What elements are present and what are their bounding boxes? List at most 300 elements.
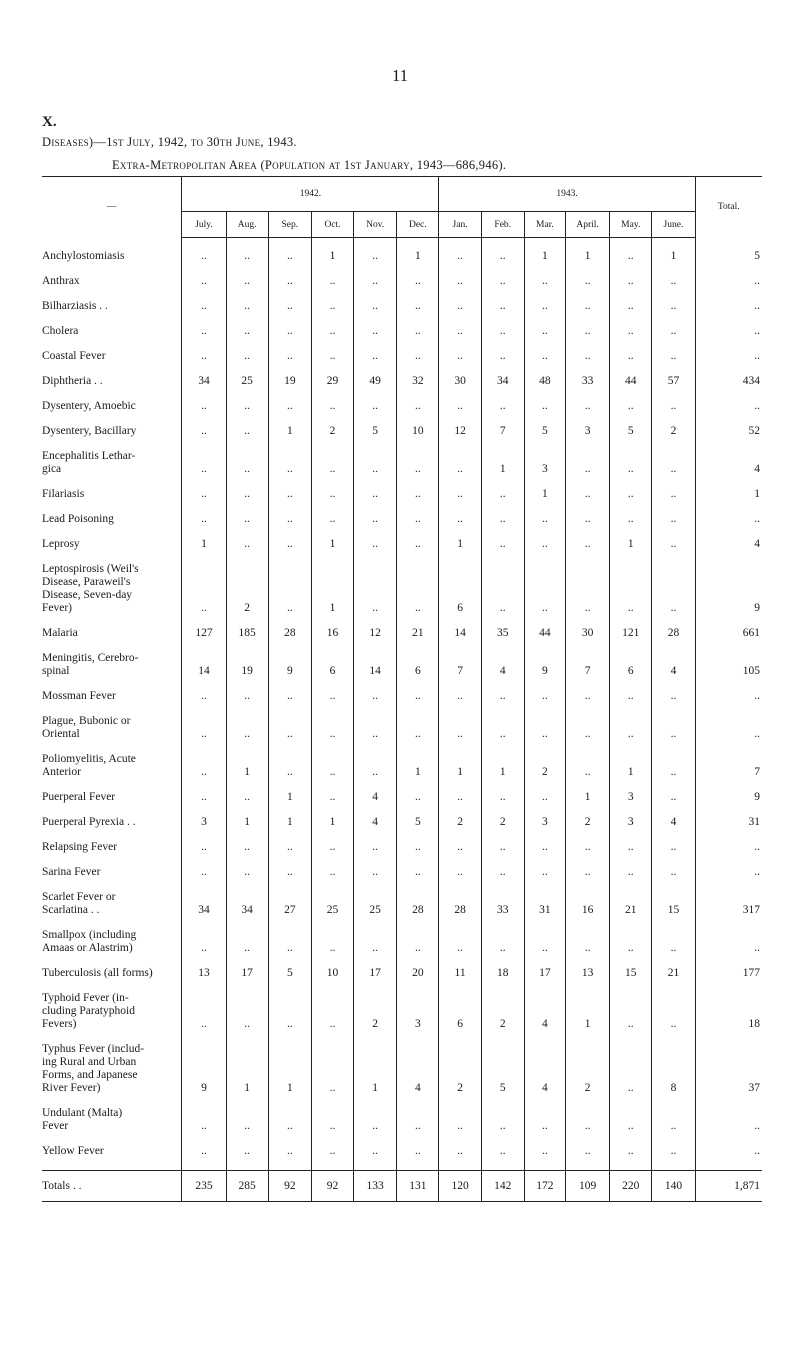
month-value: 17 <box>354 955 397 980</box>
month-value: 33 <box>565 363 609 388</box>
disease-name: Diphtheria . . <box>42 375 103 387</box>
table-row <box>42 438 762 476</box>
month-value: .. <box>182 551 226 615</box>
table-row <box>42 238 762 264</box>
month-value: .. <box>182 501 226 526</box>
table-row <box>42 779 762 804</box>
month-value: 1 <box>439 526 481 551</box>
month-value: 20 <box>397 955 439 980</box>
month-value: .. <box>268 551 311 615</box>
table-body <box>42 238 762 1202</box>
month-value: 9 <box>524 640 565 678</box>
disease-name: Puerperal Pyrexia . . <box>42 816 136 828</box>
month-value: .. <box>311 980 353 1031</box>
month-value: 3 <box>524 438 565 476</box>
month-value: .. <box>652 476 695 501</box>
month-value: .. <box>481 1133 524 1158</box>
month-value: .. <box>565 501 609 526</box>
month-value: .. <box>226 288 268 313</box>
month-value: 13 <box>182 955 226 980</box>
month-value: .. <box>610 1031 652 1095</box>
month-value: .. <box>565 526 609 551</box>
title-line-2: Extra-Metropolitan Area (Population at 1st January, 1943—686,946). <box>112 158 507 172</box>
month-value: .. <box>481 238 524 264</box>
spacer-row <box>42 1158 762 1171</box>
month-value: 1 <box>311 804 353 829</box>
month-value: .. <box>652 551 695 615</box>
month-value: .. <box>652 917 695 955</box>
month-value: 25 <box>354 879 397 917</box>
month-value: .. <box>226 313 268 338</box>
month-value: .. <box>268 288 311 313</box>
table-row <box>42 313 762 338</box>
month-value: 6 <box>610 640 652 678</box>
month-value: 1 <box>610 741 652 779</box>
header-corner: — <box>42 177 182 238</box>
month-value: .. <box>652 313 695 338</box>
header-year-1942: 1942. <box>182 177 439 212</box>
month-value: 2 <box>565 1031 609 1095</box>
header-row-years <box>42 177 762 212</box>
month-value: .. <box>354 476 397 501</box>
month-value: 30 <box>565 615 609 640</box>
month-value: 18 <box>481 955 524 980</box>
month-value: 34 <box>226 879 268 917</box>
disease-name: Smallpox (including Amaas or Alastrim) <box>42 929 137 954</box>
month-value: .. <box>397 1133 439 1158</box>
table-row <box>42 1031 762 1095</box>
row-total: .. <box>695 829 762 854</box>
month-value: 185 <box>226 615 268 640</box>
month-value: .. <box>397 388 439 413</box>
month-value: .. <box>481 526 524 551</box>
month-value: 1 <box>226 804 268 829</box>
month-value: .. <box>439 338 481 363</box>
month-value: .. <box>182 313 226 338</box>
row-total: .. <box>695 854 762 879</box>
table-row <box>42 955 762 980</box>
month-value: .. <box>397 917 439 955</box>
month-value: .. <box>565 741 609 779</box>
month-value: .. <box>652 854 695 879</box>
disease-name: Undulant (Malta) Fever <box>42 1107 123 1132</box>
month-value: .. <box>397 678 439 703</box>
month-value: .. <box>226 779 268 804</box>
month-value: .. <box>652 1095 695 1133</box>
month-value: 7 <box>481 413 524 438</box>
month-value: 2 <box>311 413 353 438</box>
table-row <box>42 413 762 438</box>
month-value: 5 <box>610 413 652 438</box>
header-month: April. <box>565 212 609 238</box>
disease-name: Anthrax <box>42 275 80 287</box>
header-month: Jan. <box>439 212 481 238</box>
month-value: 4 <box>652 804 695 829</box>
table-row <box>42 879 762 917</box>
month-value: .. <box>652 741 695 779</box>
row-total: 52 <box>695 413 762 438</box>
month-value: .. <box>311 829 353 854</box>
month-value: .. <box>226 980 268 1031</box>
month-value: 5 <box>524 413 565 438</box>
title-line-1: Diseases)—1st July, 1942, to 30th June, 1943. <box>42 135 297 149</box>
row-total: 31 <box>695 804 762 829</box>
month-value: .. <box>565 438 609 476</box>
month-value: .. <box>565 263 609 288</box>
month-value: .. <box>268 703 311 741</box>
month-value: 1 <box>481 741 524 779</box>
disease-name: Sarina Fever <box>42 866 101 878</box>
disease-name: Coastal Fever <box>42 350 106 362</box>
row-total: .. <box>695 917 762 955</box>
month-value: .. <box>397 1095 439 1133</box>
spacer-cell <box>397 1158 439 1171</box>
month-value: 12 <box>439 413 481 438</box>
month-value: 31 <box>524 879 565 917</box>
month-value: 131 <box>397 1171 439 1202</box>
month-value: .. <box>652 678 695 703</box>
disease-name: Leptospirosis (Weil's Disease, Paraweil's Disease, Seven-day Fever) <box>42 563 139 614</box>
row-total: .. <box>695 263 762 288</box>
month-value: .. <box>397 438 439 476</box>
month-value: .. <box>226 526 268 551</box>
month-value: .. <box>524 526 565 551</box>
month-value: .. <box>481 1095 524 1133</box>
month-value: 3 <box>610 804 652 829</box>
month-value: 15 <box>610 955 652 980</box>
month-value: .. <box>652 438 695 476</box>
table-row <box>42 678 762 703</box>
month-value: 140 <box>652 1171 695 1202</box>
table-row <box>42 703 762 741</box>
month-value: 3 <box>182 804 226 829</box>
header-total: Total. <box>695 177 762 238</box>
month-value: .. <box>524 779 565 804</box>
disease-name: Typhus Fever (includ- ing Rural and Urban Forms, and Japanese River Fever) <box>42 1043 145 1094</box>
row-total: 434 <box>695 363 762 388</box>
row-total: .. <box>695 388 762 413</box>
spacer-cell <box>565 1158 609 1171</box>
month-value: 120 <box>439 1171 481 1202</box>
month-value: 2 <box>565 804 609 829</box>
month-value: .. <box>652 263 695 288</box>
disease-name: Leprosy <box>42 538 80 550</box>
month-value: 19 <box>268 363 311 388</box>
month-value: .. <box>610 313 652 338</box>
month-value: .. <box>226 413 268 438</box>
row-total: 18 <box>695 980 762 1031</box>
month-value: .. <box>524 313 565 338</box>
month-value: .. <box>268 388 311 413</box>
month-value: 1 <box>311 551 353 615</box>
month-value: .. <box>226 263 268 288</box>
month-value: .. <box>652 703 695 741</box>
row-total: 105 <box>695 640 762 678</box>
month-value: 2 <box>226 551 268 615</box>
month-value: .. <box>524 1133 565 1158</box>
month-value: 1 <box>565 779 609 804</box>
month-value: 4 <box>524 980 565 1031</box>
month-value: 5 <box>481 1031 524 1095</box>
month-value: 1 <box>439 741 481 779</box>
month-value: 1 <box>565 980 609 1031</box>
month-value: 8 <box>652 1031 695 1095</box>
month-value: 9 <box>268 640 311 678</box>
spacer-cell <box>226 1158 268 1171</box>
month-value: 2 <box>354 980 397 1031</box>
disease-name: Mossman Fever <box>42 690 116 702</box>
row-total: 9 <box>695 551 762 615</box>
month-value: .. <box>439 476 481 501</box>
month-value: .. <box>354 741 397 779</box>
month-value: .. <box>182 854 226 879</box>
row-total: 4 <box>695 526 762 551</box>
spacer-cell <box>481 1158 524 1171</box>
totals-label: Totals . . <box>42 1171 182 1202</box>
month-value: .. <box>439 854 481 879</box>
month-value: 10 <box>397 413 439 438</box>
month-value: 142 <box>481 1171 524 1202</box>
month-value: 16 <box>565 879 609 917</box>
month-value: .. <box>354 238 397 264</box>
month-value: .. <box>226 678 268 703</box>
row-total: .. <box>695 338 762 363</box>
month-value: 1 <box>524 238 565 264</box>
month-value: .. <box>524 501 565 526</box>
month-value: .. <box>182 779 226 804</box>
month-value: 1 <box>268 413 311 438</box>
month-value: .. <box>226 854 268 879</box>
month-value: 4 <box>524 1031 565 1095</box>
month-value: 1 <box>397 741 439 779</box>
row-total: .. <box>695 288 762 313</box>
month-value: 4 <box>354 779 397 804</box>
month-value: .. <box>182 678 226 703</box>
month-value: .. <box>610 288 652 313</box>
disease-name: Dysentery, Bacillary <box>42 425 137 437</box>
month-value: .. <box>311 388 353 413</box>
month-value: .. <box>397 476 439 501</box>
month-value: 28 <box>652 615 695 640</box>
spacer-cell <box>524 1158 565 1171</box>
month-value: .. <box>226 476 268 501</box>
month-value: .. <box>481 678 524 703</box>
month-value: .. <box>652 1133 695 1158</box>
month-value: .. <box>439 288 481 313</box>
month-value: .. <box>226 829 268 854</box>
month-value: .. <box>397 501 439 526</box>
disease-name: Dysentery, Amoebic <box>42 400 136 412</box>
month-value: .. <box>565 551 609 615</box>
month-value: 6 <box>439 551 481 615</box>
month-value: 2 <box>439 804 481 829</box>
spacer-cell <box>354 1158 397 1171</box>
table-row <box>42 476 762 501</box>
month-value: .. <box>311 917 353 955</box>
month-value: 25 <box>311 879 353 917</box>
month-value: .. <box>439 313 481 338</box>
month-value: 1 <box>354 1031 397 1095</box>
month-value: .. <box>354 1095 397 1133</box>
month-value: 172 <box>524 1171 565 1202</box>
row-total: 4 <box>695 438 762 476</box>
month-value: 10 <box>311 955 353 980</box>
month-value: .. <box>524 288 565 313</box>
month-value: .. <box>524 829 565 854</box>
disease-name: Lead Poisoning <box>42 513 114 525</box>
month-value: .. <box>524 854 565 879</box>
month-value: .. <box>610 388 652 413</box>
month-value: .. <box>565 917 609 955</box>
month-value: .. <box>565 678 609 703</box>
row-total: 317 <box>695 879 762 917</box>
table-row <box>42 526 762 551</box>
disease-name: Plague, Bubonic or Oriental <box>42 715 131 740</box>
month-value: .. <box>652 501 695 526</box>
month-value: 1 <box>481 438 524 476</box>
month-value: 121 <box>610 615 652 640</box>
header-month: Sep. <box>268 212 311 238</box>
month-value: 1 <box>311 238 353 264</box>
month-value: .. <box>182 980 226 1031</box>
month-value: 15 <box>652 879 695 917</box>
month-value: .. <box>354 551 397 615</box>
month-value: .. <box>652 526 695 551</box>
month-value: .. <box>565 476 609 501</box>
month-value: .. <box>226 388 268 413</box>
row-total: .. <box>695 501 762 526</box>
month-value: 2 <box>481 980 524 1031</box>
month-value: 3 <box>524 804 565 829</box>
spacer-cell <box>42 1158 182 1171</box>
month-value: 4 <box>481 640 524 678</box>
month-value: .. <box>439 388 481 413</box>
month-value: 1 <box>268 779 311 804</box>
table-row <box>42 288 762 313</box>
month-value: .. <box>354 1133 397 1158</box>
month-value: 34 <box>182 363 226 388</box>
month-value: 109 <box>565 1171 609 1202</box>
month-value: 285 <box>226 1171 268 1202</box>
month-value: .. <box>354 388 397 413</box>
month-value: .. <box>226 338 268 363</box>
month-value: .. <box>397 263 439 288</box>
month-value: 1 <box>610 526 652 551</box>
month-value: .. <box>354 854 397 879</box>
month-value: .. <box>481 288 524 313</box>
month-value: .. <box>565 854 609 879</box>
month-value: .. <box>226 238 268 264</box>
month-value: 14 <box>439 615 481 640</box>
row-total: .. <box>695 678 762 703</box>
month-value: .. <box>610 238 652 264</box>
row-total: 1 <box>695 476 762 501</box>
month-value: .. <box>439 438 481 476</box>
month-value: .. <box>610 980 652 1031</box>
month-value: .. <box>439 238 481 264</box>
month-value: .. <box>226 1095 268 1133</box>
row-total: .. <box>695 313 762 338</box>
month-value: .. <box>610 338 652 363</box>
month-value: .. <box>565 829 609 854</box>
month-value: .. <box>481 388 524 413</box>
month-value: .. <box>397 551 439 615</box>
month-value: .. <box>226 917 268 955</box>
month-value: .. <box>311 438 353 476</box>
month-value: .. <box>182 238 226 264</box>
month-value: 49 <box>354 363 397 388</box>
table-row <box>42 501 762 526</box>
month-value: .. <box>268 980 311 1031</box>
month-value: .. <box>354 917 397 955</box>
month-value: .. <box>439 1095 481 1133</box>
month-value: 44 <box>524 615 565 640</box>
month-value: .. <box>652 338 695 363</box>
month-value: .. <box>397 829 439 854</box>
header-month: May. <box>610 212 652 238</box>
table-row <box>42 829 762 854</box>
month-value: .. <box>182 829 226 854</box>
month-value: .. <box>268 854 311 879</box>
month-value: 92 <box>311 1171 353 1202</box>
month-value: 3 <box>610 779 652 804</box>
month-value: .. <box>524 263 565 288</box>
month-value: 13 <box>565 955 609 980</box>
month-value: 27 <box>268 879 311 917</box>
month-value: .. <box>439 263 481 288</box>
month-value: .. <box>354 263 397 288</box>
disease-name: Bilharziasis . . <box>42 300 108 312</box>
row-total: 5 <box>695 238 762 264</box>
month-value: .. <box>481 476 524 501</box>
month-value: .. <box>481 917 524 955</box>
month-value: 34 <box>481 363 524 388</box>
totals-row <box>42 1171 762 1202</box>
disease-name: Scarlet Fever or Scarlatina . . <box>42 891 116 916</box>
month-value: .. <box>439 1133 481 1158</box>
month-value: 1 <box>226 1031 268 1095</box>
month-value: 32 <box>397 363 439 388</box>
table-row <box>42 338 762 363</box>
month-value: 3 <box>565 413 609 438</box>
spacer-cell <box>439 1158 481 1171</box>
month-value: 6 <box>439 980 481 1031</box>
month-value: .. <box>311 1133 353 1158</box>
month-value: .. <box>354 703 397 741</box>
row-total: .. <box>695 1095 762 1133</box>
month-value: .. <box>652 388 695 413</box>
month-value: .. <box>524 1095 565 1133</box>
month-value: 48 <box>524 363 565 388</box>
header-month: Mar. <box>524 212 565 238</box>
month-value: 19 <box>226 640 268 678</box>
month-value: 14 <box>354 640 397 678</box>
month-value: .. <box>524 551 565 615</box>
month-value: 1 <box>268 1031 311 1095</box>
month-value: .. <box>397 338 439 363</box>
month-value: .. <box>268 238 311 264</box>
month-value: .. <box>481 551 524 615</box>
month-value: .. <box>610 476 652 501</box>
month-value: .. <box>397 854 439 879</box>
month-value: 44 <box>610 363 652 388</box>
month-value: 5 <box>397 804 439 829</box>
month-value: .. <box>354 526 397 551</box>
month-value: 2 <box>524 741 565 779</box>
header-month: Dec. <box>397 212 439 238</box>
month-value: .. <box>481 779 524 804</box>
spacer-cell <box>268 1158 311 1171</box>
